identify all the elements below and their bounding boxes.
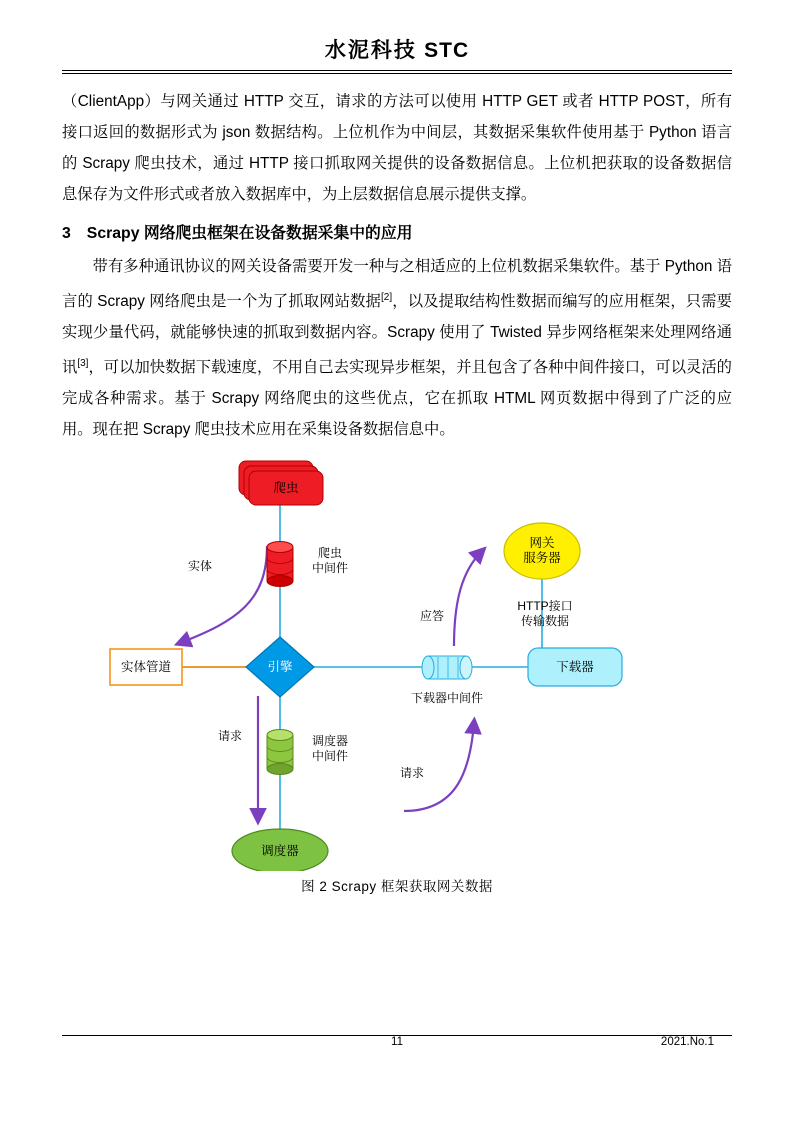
node-scheduler: 调度器 [261,843,299,858]
label-request-left: 请求 [217,729,242,744]
section-heading [62,218,732,249]
node-gateway-server-line1: 网关 [529,536,555,551]
label-spider-middleware: 爬虫 中间件 [311,546,348,576]
node-gateway-server-line2: 服务器 [523,551,561,566]
label-entity: 实体 [187,559,212,574]
figure-caption: 图 2 Scrapy 框架获取网关数据 [301,879,493,895]
label-scheduler-middleware: 调度器 中间件 [311,734,348,764]
reference-marker-3: [3] [77,358,89,370]
section-title: Scrapy 网络爬虫框架在设备数据采集中的应用 [86,225,413,242]
paragraph-2-part-a: 带有多种通讯协议的网关设备需要开发一种与之相适应的上位机数据采集软件。基于 Python 语言的 Scrapy 网络爬虫是一个为了抓取网站数据 [62,258,732,311]
node-downloader: 下载器 [556,659,594,674]
paragraph-2 [62,251,732,445]
journal-header [62,34,732,70]
journal-title-en: STC [424,39,470,62]
label-downloader-middleware: 下载器中间件 [410,691,483,706]
label-response: 应答 [419,609,444,624]
reference-marker-2: [2] [381,292,393,303]
page-content [62,34,732,1054]
section-number: 3 [62,225,71,242]
header-rule-thin [62,73,732,74]
paragraph-2-part-b: ，以及提取结构性数据而编写的应用框架，只需要实现少量代码，就能够快速的抓取到数据内容。Scrapy 使用了 Twisted 异步网络框架来处理网络通讯 [62,293,732,377]
paragraph-2-part-c: ，可以加快数据下载速度，不用自己去实现异步框架，并且包含了各种中间件接口，可以灵活的完成各种需求。基于 Scrapy 网络爬虫的这些优点，它在抓取 HTML 网页数据中得到了广泛的应用。现在把 Scrapy 爬虫技术应用在采集设备数据信息中。 [62,359,732,439]
page-number: 11 [391,1036,403,1048]
header-rule-thick [62,70,732,71]
paragraph-1: （ClientApp）与网关通过 HTTP 交互，请求的方法可以使用 HTTP GET 或者 HTTP POST，所有接口返回的数据形式为 json 数据结构。上位机作为中间层，其数据采集软件使用基于 Python 语言的 Scrapy 爬虫技术，通过 HTTP 接口抓取网关提供的设备数据信息。上位机把获取的设备数据信息保存为文件形式或者放入数据库中，为上层数据信息展示提供支撑。 [62,93,732,203]
node-engine: 引擎 [267,659,293,674]
node-spider: 爬虫 [273,480,299,495]
figure-2 [62,451,732,871]
journal-title-cn: 水泥科技 [324,38,417,62]
label-http-interface: HTTP接口 传输数据 [517,599,573,629]
issue-label: 2021.No.1 [660,1036,714,1048]
node-gateway-server [504,523,580,579]
label-request-right: 请求 [399,766,424,781]
node-entity-pipeline: 实体管道 [120,659,171,674]
